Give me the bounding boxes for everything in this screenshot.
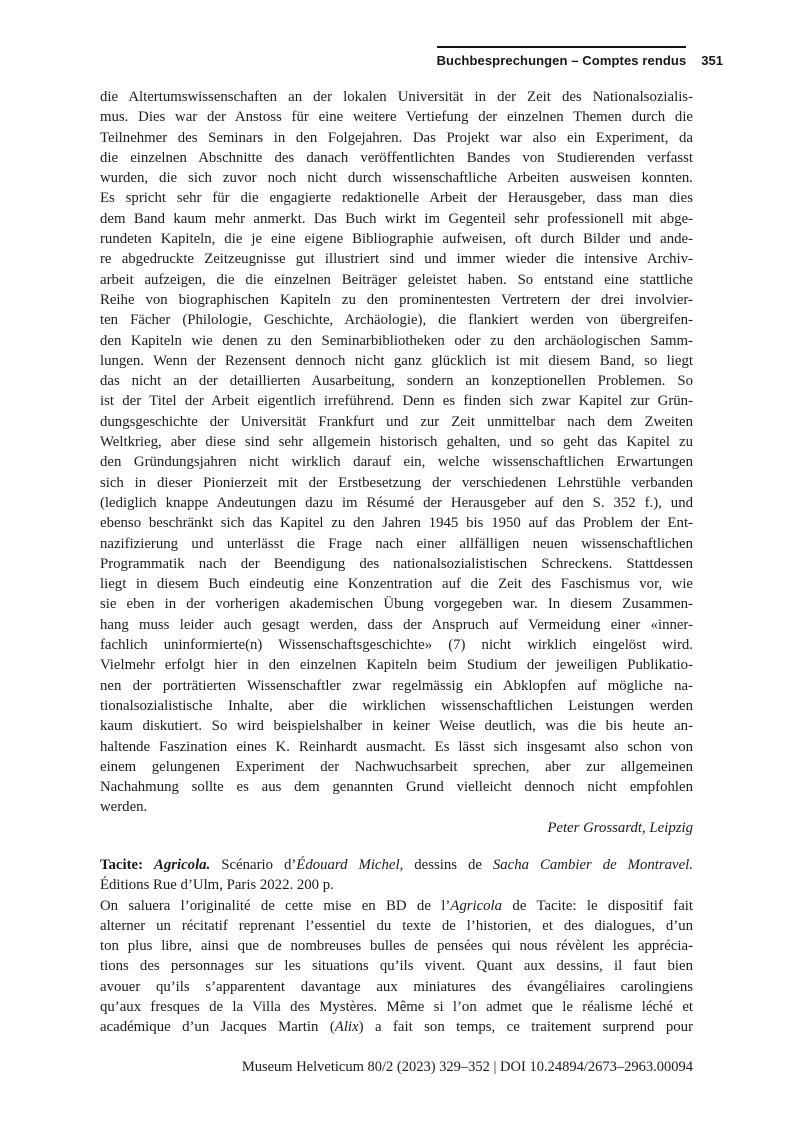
text-segment: On saluera l’originalité de cette mise en BD de l’ [100,897,451,914]
text-line: den Gründungsjahren nicht wirklich darauf ein, welche wissenschaftlichen Erwartungen [100,454,693,471]
text-segment: , dessins de [399,856,493,873]
text-line: Vielmehr erfolgt hier in den einzelnen Kapiteln beim Studium der jeweiligen Publikatio- [100,657,693,674]
text-line: ten Fächer (Philologie, Geschichte, Archäologie), die flankiert werden von übergreifen- [100,312,693,329]
text-line: Es spricht sehr für die engagierte redaktionelle Arbeit der Herausgeber, dass man dies [100,190,693,207]
text-segment: de Tacite: le dispositif fait [502,897,694,914]
text-line: dem Band kaum mehr anmerkt. Das Buch wirkt im Gegenteil sehr professionell mit abge- [100,210,693,227]
journal-footer: Museum Helveticum 80/2 (2023) 329–352 | DOI 10.24894/2673–2963.00094 [241,1059,693,1075]
book-heading [100,855,693,896]
text-line [100,896,693,916]
text-line: Programmatik nach der Beendigung des nationalsozialistischen Schreckens. Stattdessen [100,555,693,572]
text-line: nen der porträtierten Wissenschaftler zwar regelmässig ein Abklopfen auf mögliche na- [100,677,693,694]
text-line: haltende Faszination eines K. Reinhardt ausmacht. Es lässt sich insgesamt also schon von [100,738,693,755]
text-line: dungsgeschichte der Universität Frankfurt und zur Zeit unmittelbar nach dem Zweiten [100,413,693,430]
running-head: Buchbesprechungen – Comptes rendus [437,46,687,68]
text-line: Éditions Rue d’Ulm, Paris 2022. 200 p. [100,877,334,894]
text-line [100,1017,693,1037]
text-line: das nicht an der detaillierten Ausarbeitung, sondern an konzeptionellen Problemen. So [100,373,693,390]
page-number: 351 [701,52,723,68]
text-line: mus. Dies war der Anstoss für eine weitere Vertiefung der einzelnen Themen durch die [100,109,693,126]
text-line: tionalsozialistische Inhalte, aber die wirklichen wissenschaftlichen Leistungen werden [100,697,693,714]
text-line: arbeit aufzeigen, die die einzelnen Beiträger geleistet haben. So entstand eine stattliche [100,271,693,288]
styled-text-segment: Alix [334,1019,359,1036]
review-body-german [100,87,693,818]
text-line: alterner un récitatif reprenant l’essentiel du texte de l’historien, et des dialogues, d’un [100,917,693,934]
text-segment: Scénario d’ [210,856,297,873]
text-line: (lediglich knappe Andeutungen dazu im Résumé der Herausgeber auf den S. 352 f.), und [100,494,693,511]
text-line: einem gelungenen Experiment der Nachwuchsarbeit sprechen, aber zur allgemeinen [100,758,693,775]
text-line: werden. [100,799,148,816]
text-column [100,87,693,1038]
text-line: avouer qu’ils s’apparentent davantage aux miniatures des évangéliaires carolingiens [100,978,693,995]
styled-text-segment: Agricola [450,897,503,914]
text-line: rundeten Kapiteln, die je eine eigene Bibliographie aufweisen, oft durch Bilder und ande- [100,231,693,248]
text-line: wurden, die sich zuvor noch nicht durch wissenschaftliche Arbeiten ausweisen konnten. [100,170,693,187]
text-line: ebenso beschränkt sich das Kapitel zu den Jahren 1945 bis 1950 auf das Problem der Ent- [100,515,693,532]
text-line: liegt in diesem Buch eindeutig eine Konzentration auf die Zeit des Faschismus vor, wie [100,576,693,593]
page-header [437,45,723,68]
text-line [100,855,693,875]
text-line: die einzelnen Abschnitte des danach veröffentlichten Bandes von Studierenden verfasst [100,149,693,166]
styled-text-segment: Agricola. [153,856,211,873]
text-line: re abgedruckte Zeitzeugnisse gut illustriert sind und immer wieder die intensive Archiv- [100,251,693,268]
text-segment: ) a fait son temps, ce traitement surprend pour [358,1019,694,1036]
review-body-french [100,896,693,1038]
text-segment: académique d’un Jacques Martin ( [100,1019,335,1036]
text-line: ist der Titel der Arbeit eigentlich irreführend. Denn es finden sich zwar Kapitel zur Grün- [100,393,693,410]
text-line: ton plus libre, ainsi que de nombreuses bulles de pensées qui nous révèlent les apprécia- [100,938,693,955]
text-line: Weltkrieg, aber diese sind sehr allgemein historisch gehalten, und so geht das Kapitel zu [100,434,693,451]
text-line: fachlich uninformierte(n) Wissenschaftsgeschichte» (7) nicht wirklich eingelöst wird. [100,637,693,654]
text-line: Reihe von biographischen Kapiteln zu den prominentesten Vertretern der drei involvier- [100,291,693,308]
reviewer-signature: Peter Grossardt, Leipzig [547,819,693,836]
styled-text-segment: Sacha Cambier de Montravel. [492,856,693,873]
text-line: den Kapiteln wie denen zu den Seminarbibliotheken oder zu den archäologischen Samm- [100,332,693,349]
styled-text-segment: Édouard Michel [296,856,400,873]
text-line: lungen. Wenn der Rezensent dennoch nicht ganz glücklich ist mit diesem Band, so liegt [100,352,693,369]
text-line: nazifizierung und unterlässt die Frage nach einer allfälligen neuen wissenschaftlichen [100,535,693,552]
text-line: sich in dieser Pionierzeit mit der Erstbesetzung der verschiedenen Lehrstühle verbanden [100,474,693,491]
text-line: Teilnehmer des Seminars in den Folgejahren. Das Projekt war also ein Experiment, da [100,129,693,146]
text-line: sie eben in der vorherigen akademischen Übung vorgegeben war. In diesem Zusammen- [100,596,693,613]
text-line: tions des personnages sur les situations qu’ils vivent. Quant aux dessins, il faut bien [100,958,693,975]
styled-text-segment: Tacite: [100,856,154,873]
text-line: kaum diskutiert. So wird beispielshalber in keiner Weise deutlich, was die bis heute an- [100,718,693,735]
text-line: qu’aux fresques de la Villa des Mystères. Même si l’on admet que le réalisme léché et [100,999,693,1016]
text-line: Nachahmung sollte es aus dem genannten Grund vielleicht dennoch nicht empfohlen [100,779,693,796]
text-line: die Altertumswissenschaften an der lokalen Universität in der Zeit des Nationalsozialis- [100,89,693,105]
text-line: hang muss leider auch gesagt werden, dass der Anspruch auf Vermeidung einer «inner- [100,616,693,633]
